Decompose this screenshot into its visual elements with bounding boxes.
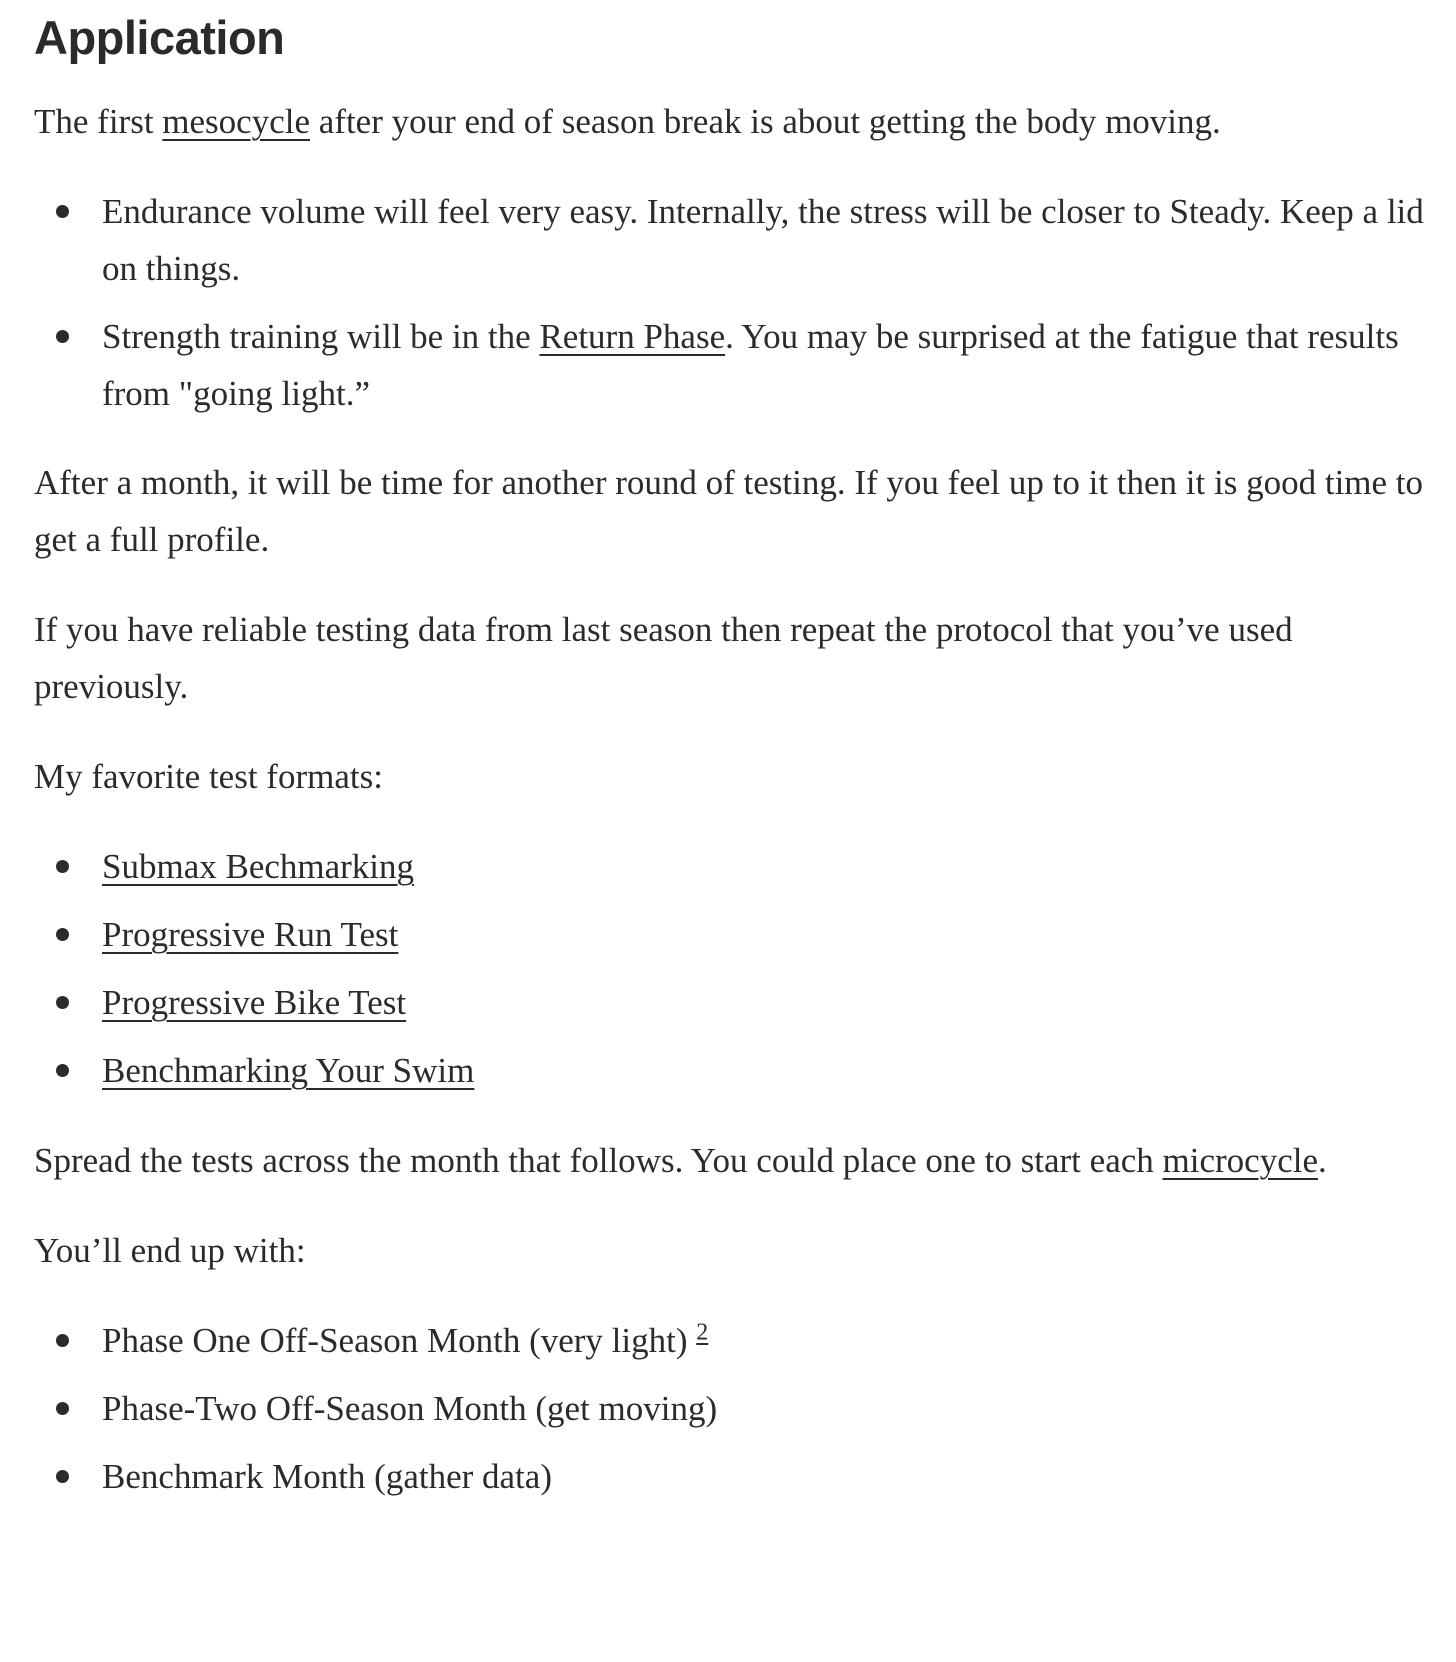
strength-text-after: . You may be surprised at the fatigue that results from "going light.” [102,317,1399,413]
phase-one-text: Phase One Off-Season Month (very light) [102,1321,688,1360]
section-heading: Application [34,11,285,64]
submax-benchmarking-link[interactable]: Submax Bechmarking [102,847,415,886]
mesocycle-link[interactable]: mesocycle [162,102,311,141]
list-item-test [34,838,1434,895]
spread-tests-paragraph [34,1132,1434,1189]
progressive-bike-test-link[interactable]: Progressive Bike Test [102,983,407,1022]
microcycle-link[interactable]: microcycle [1162,1141,1318,1180]
reliable-data-paragraph: If you have reliable testing data from last season then repeat the protocol that you’ve used previously. [34,610,1293,706]
list-item-test [34,906,1434,963]
list-item-strength [34,308,1434,422]
intro-text-after: after your end of season break is about getting the body moving. [310,102,1221,141]
intro-paragraph [34,93,1434,150]
intro-text-before: The first [34,102,163,141]
end-up-paragraph: You’ll end up with: [34,1231,306,1270]
list-item-month [34,1448,1434,1505]
benchmarking-your-swim-link[interactable]: Benchmarking Your Swim [102,1051,475,1090]
months-list [34,1312,1434,1505]
phase-two-text: Phase-Two Off-Season Month (get moving) [102,1389,718,1428]
favorite-formats-paragraph: My favorite test formats: [34,757,383,796]
spread-text-after: . [1317,1141,1327,1180]
test-formats-list [34,838,1434,1099]
footnote-link[interactable]: 2 [696,1319,709,1346]
benchmark-month-text: Benchmark Month (gather data) [102,1457,552,1496]
return-phase-link[interactable]: Return Phase [539,317,726,356]
list-item-test [34,1042,1434,1099]
progressive-run-test-link[interactable]: Progressive Run Test [102,915,399,954]
list-item-month [34,1380,1434,1437]
endurance-text: Endurance volume will feel very easy. Internally, the stress will be closer to Steady. Keep a lid on things. [102,192,1424,288]
list-item-test [34,974,1434,1031]
spread-text-before: Spread the tests across the month that follows. You could place one to start each [34,1141,1163,1180]
article-body [34,0,1434,1505]
application-bullet-list [34,183,1434,422]
list-item-endurance [34,183,1434,297]
strength-text-before: Strength training will be in the [102,317,540,356]
after-month-paragraph: After a month, it will be time for another round of testing. If you feel up to it then it is good time to get a full profile. [34,463,1424,559]
list-item-month [34,1312,1434,1369]
